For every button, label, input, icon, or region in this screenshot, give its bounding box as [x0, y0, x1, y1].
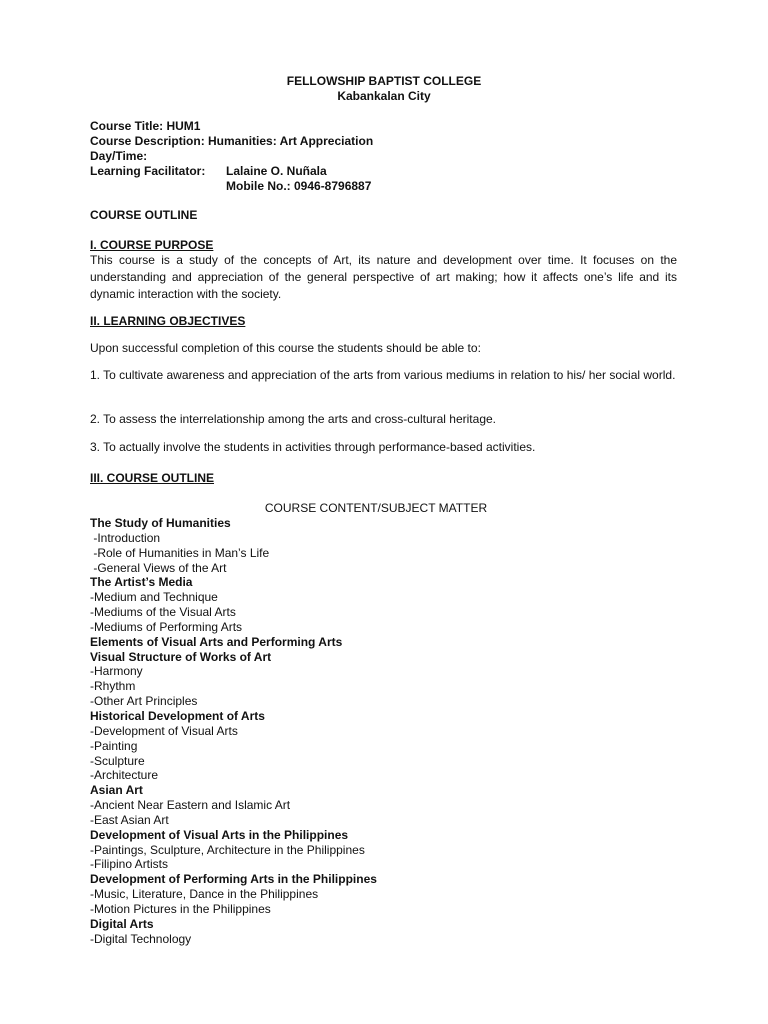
course-info: [90, 119, 690, 194]
course-purpose-heading: I. COURSE PURPOSE: [90, 238, 214, 252]
facilitator-name: Lalaine O. Nuñala: [226, 164, 327, 178]
content-subtopic: -General Views of the Art: [90, 560, 227, 575]
course-day-time: Day/Time:: [90, 149, 148, 163]
content-topic-heading: Elements of Visual Arts and Performing Arts: [90, 634, 343, 649]
content-subtopic: -Sculpture: [90, 753, 145, 768]
content-topic-heading: The Artist’s Media: [90, 575, 193, 590]
content-subtopic: -Rhythm: [90, 679, 136, 694]
content-subtopic: -Role of Humanities in Man’s Life: [90, 545, 270, 560]
content-subtopic: -East Asian Art: [90, 812, 169, 827]
content-subtopic: -Digital Technology: [90, 931, 192, 946]
content-topic-heading: Visual Structure of Works of Art: [90, 649, 272, 664]
facilitator-label: Learning Facilitator:: [90, 164, 206, 178]
objective-item-2: 2. To assess the interrelationship among the arts and cross-cultural heritage.: [90, 412, 496, 426]
objectives-intro: Upon successful completion of this course the students should be able to:: [90, 341, 481, 355]
learning-facilitator-row: [90, 164, 690, 179]
content-topic-heading: Asian Art: [90, 783, 143, 798]
objective-item-1: 1. To cultivate awareness and appreciation of the arts from various mediums in relation to his/ her social world.: [90, 368, 676, 382]
content-subtopic: -Harmony: [90, 664, 143, 679]
content-topic-heading: Digital Arts: [90, 916, 154, 931]
content-topic-heading: Development of Performing Arts in the Philippines: [90, 872, 377, 887]
document-header: [0, 74, 768, 104]
content-subtopic: -Mediums of Performing Arts: [90, 619, 243, 634]
course-purpose-text: This course is a study of the concepts of Art, its nature and development over time. It focuses on the understanding and appreciation of the general perspective of art making; how it affects one’s life and its dynamic interaction with the society.: [90, 253, 677, 301]
content-subtopic: -Ancient Near Eastern and Islamic Art: [90, 798, 291, 813]
objective-item-3: 3. To actually involve the students in activities through performance-based activities.: [90, 440, 536, 454]
college-city: Kabankalan City: [337, 89, 431, 103]
course-outline-heading: III. COURSE OUTLINE: [90, 471, 215, 485]
content-subtopic: -Other Art Principles: [90, 694, 198, 709]
content-subtopic: -Introduction: [90, 530, 161, 545]
content-subtopic: -Painting: [90, 738, 138, 753]
content-subtopic: -Music, Literature, Dance in the Philippines: [90, 887, 319, 902]
course-description: Course Description: Humanities: Art Appreciation: [90, 134, 374, 148]
college-name: FELLOWSHIP BAPTIST COLLEGE: [286, 74, 482, 88]
course-content-list: [90, 516, 690, 946]
course-outline-title: COURSE OUTLINE: [90, 208, 198, 222]
content-subtopic: -Motion Pictures in the Philippines: [90, 901, 271, 916]
content-subtopic: -Development of Visual Arts: [90, 723, 238, 738]
course-title: Course Title: HUM1: [90, 119, 201, 133]
content-subtopic: -Medium and Technique: [90, 590, 218, 605]
content-topic-heading: Development of Visual Arts in the Philippines: [90, 827, 349, 842]
content-subtopic: -Mediums of the Visual Arts: [90, 605, 236, 620]
learning-objectives-heading: II. LEARNING OBJECTIVES: [90, 314, 246, 328]
content-topic-heading: The Study of Humanities: [90, 516, 231, 530]
facilitator-mobile: Mobile No.: 0946-8796887: [226, 179, 372, 193]
course-content-heading: COURSE CONTENT/SUBJECT MATTER: [264, 501, 488, 515]
content-subtopic: -Paintings, Sculpture, Architecture in the Philippines: [90, 842, 365, 857]
content-subtopic: -Architecture: [90, 768, 159, 783]
content-topic-heading: Historical Development of Arts: [90, 708, 265, 723]
content-subtopic: -Filipino Artists: [90, 857, 169, 872]
